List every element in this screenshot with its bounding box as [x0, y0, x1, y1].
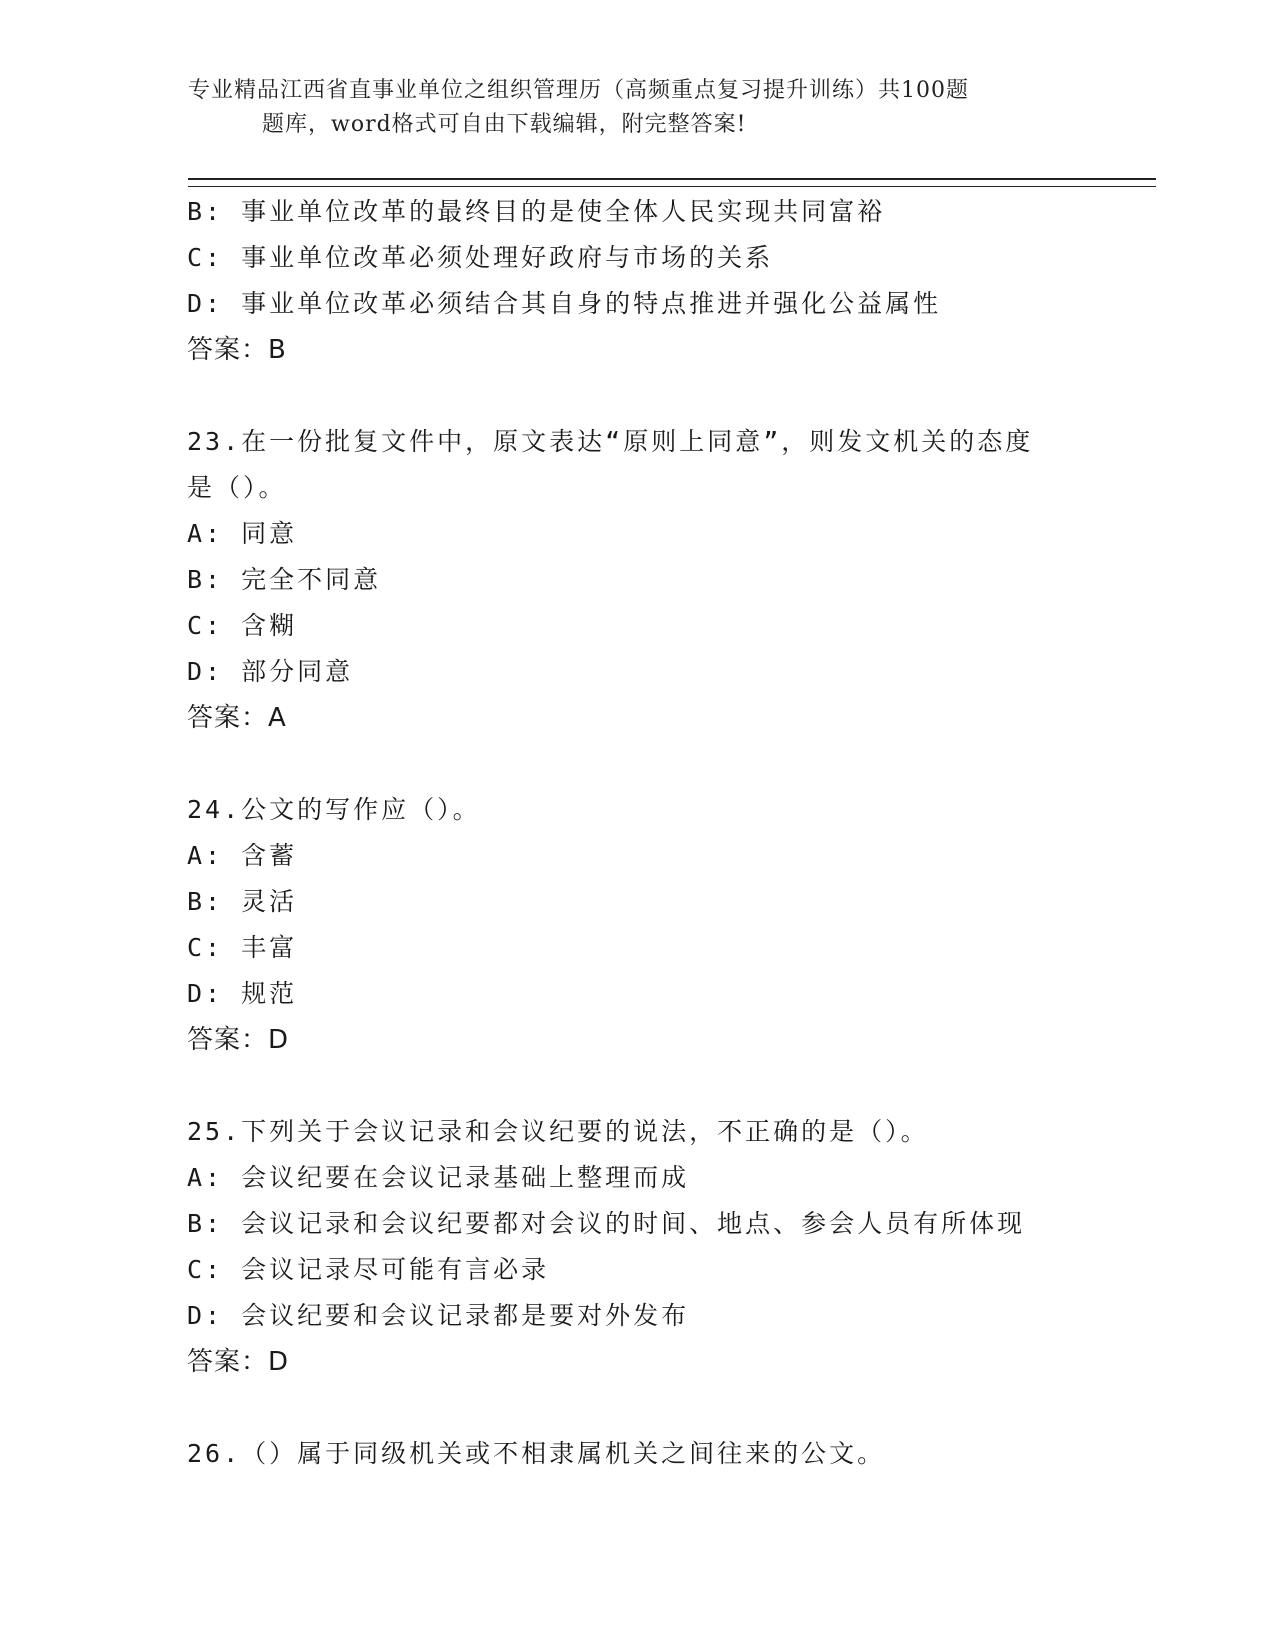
document-header: [150, 74, 1050, 142]
option-a: A: 含蓄: [187, 841, 298, 870]
option-b: B: 完全不同意: [187, 565, 382, 594]
option-c: C: 会议记录尽可能有言必录: [187, 1255, 550, 1284]
option-a: A: 会议纪要在会议记录基础上整理而成: [187, 1163, 690, 1192]
answer: 答案：D: [187, 1025, 290, 1055]
option-d: D: 规范: [187, 979, 298, 1008]
spacer: [187, 1385, 1147, 1431]
header-divider: [188, 178, 1156, 187]
option-d: D: 部分同意: [187, 657, 354, 686]
answer: 答案：A: [187, 703, 287, 733]
spacer: [187, 373, 1147, 419]
question-stem: 25.下列关于会议记录和会议纪要的说法，不正确的是（）。: [187, 1117, 929, 1146]
question-23: [187, 419, 1147, 741]
question-stem-continued: 是（）。: [187, 473, 287, 502]
header-title-line1: 专业精品江西省直事业单位之组织管理历（高频重点复习提升训练）共100题: [188, 78, 969, 103]
question-stem: 24.公文的写作应（）。: [187, 795, 481, 824]
header-title-line2: 题库，word格式可自由下载编辑，附完整答案!: [262, 112, 747, 137]
option-c: C: 含糊: [187, 611, 298, 640]
spacer: [187, 1063, 1147, 1109]
option-b: B: 灵活: [187, 887, 298, 916]
question-22: [187, 189, 1147, 373]
question-24: [187, 787, 1147, 1063]
question-stem: 23.在一份批复文件中，原文表达“原则上同意”，则发文机关的态度: [187, 427, 1034, 456]
spacer: [187, 741, 1147, 787]
option-a: A: 同意: [187, 519, 298, 548]
question-25: [187, 1109, 1147, 1385]
option-b: B: 事业单位改革的最终目的是使全体人民实现共同富裕: [187, 197, 886, 226]
question-stem: 26.（）属于同级机关或不相隶属机关之间往来的公文。: [187, 1439, 886, 1468]
question-list: [187, 189, 1147, 1477]
option-c: C: 丰富: [187, 933, 298, 962]
option-d: D: 事业单位改革必须结合其自身的特点推进并强化公益属性: [187, 289, 942, 318]
option-b: B: 会议记录和会议纪要都对会议的时间、地点、参会人员有所体现: [187, 1209, 1026, 1238]
question-26: [187, 1431, 1147, 1477]
option-c: C: 事业单位改革必须处理好政府与市场的关系: [187, 243, 774, 272]
option-d: D: 会议纪要和会议记录都是要对外发布: [187, 1301, 690, 1330]
answer: 答案：B: [187, 335, 287, 365]
answer: 答案：D: [187, 1347, 290, 1377]
